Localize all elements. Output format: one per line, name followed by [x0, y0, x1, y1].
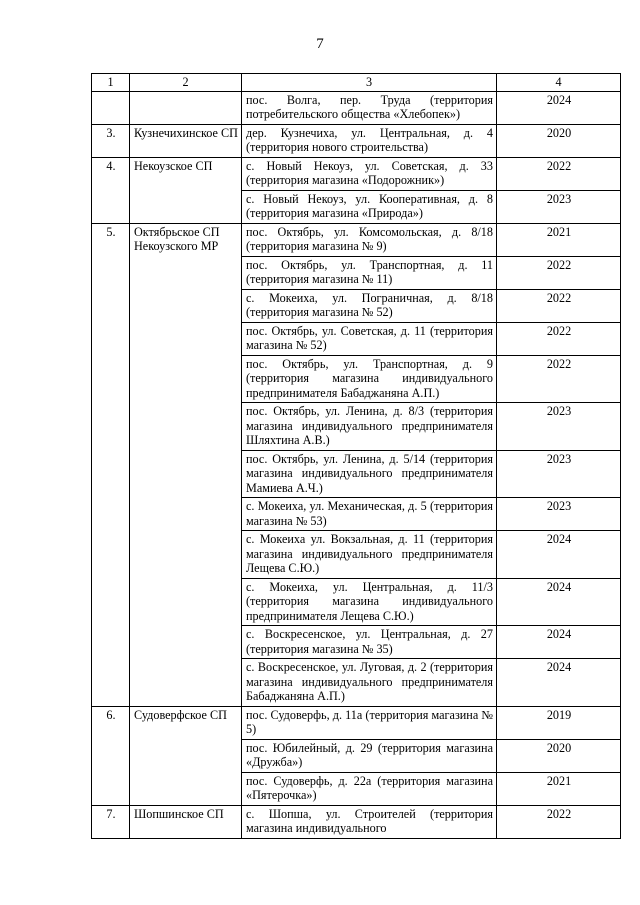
- address-cell: пос. Октябрь, ул. Советская, д. 11 (территория магазина № 52): [242, 322, 497, 355]
- settlement-cell: Шопшинское СП: [130, 805, 242, 838]
- settlement-cell: Некоузское СП: [130, 157, 242, 223]
- year-cell: 2024: [497, 531, 621, 579]
- address-cell: пос. Волга, пер. Труда (территория потребительского общества «Хлебопек»): [242, 91, 497, 124]
- settlement-cell: [130, 91, 242, 124]
- table-row: [92, 124, 621, 157]
- address-cell: с. Шопша, ул. Строителей (территория магазина индивидуального: [242, 805, 497, 838]
- page-number: 7: [316, 36, 324, 52]
- address-cell: с. Новый Некоуз, ул. Советская, д. 33 (территория магазина «Подорожник»): [242, 157, 497, 190]
- address-cell: пос. Юбилейный, д. 29 (территория магазина «Дружба»): [242, 739, 497, 772]
- locations-table: [91, 73, 621, 839]
- address-cell: с. Новый Некоуз, ул. Кооперативная, д. 8 (территория магазина «Природа»): [242, 190, 497, 223]
- year-cell: 2021: [497, 223, 621, 256]
- address-cell: пос. Октябрь, ул. Ленина, д. 8/3 (территория магазина индивидуального предпринимателя Шляхтина А.В.): [242, 403, 497, 451]
- row-number-cell: 3.: [92, 124, 130, 157]
- year-cell: 2022: [497, 289, 621, 322]
- row-number-cell: 6.: [92, 706, 130, 805]
- year-cell: 2024: [497, 626, 621, 659]
- address-cell: пос. Октябрь, ул. Ленина, д. 5/14 (территория магазина индивидуального предпринимателя Мамиева А.Ч.): [242, 450, 497, 498]
- address-cell: дер. Кузнечиха, ул. Центральная, д. 4 (территория нового строительства): [242, 124, 497, 157]
- year-cell: 2024: [497, 659, 621, 707]
- address-cell: пос. Октябрь, ул. Транспортная, д. 11 (территория магазина № 11): [242, 256, 497, 289]
- table-row: [92, 91, 621, 124]
- year-cell: 2020: [497, 124, 621, 157]
- year-cell: 2023: [497, 450, 621, 498]
- address-cell: с. Воскресенское, ул. Центральная, д. 27 (территория магазина № 35): [242, 626, 497, 659]
- year-cell: 2024: [497, 578, 621, 626]
- address-cell: пос. Октябрь, ул. Транспортная, д. 9 (территория магазина индивидуального предпринимателя Бабаджаняна А.П.): [242, 355, 497, 403]
- address-cell: с. Мокеиха, ул. Механическая, д. 5 (территория магазина № 53): [242, 498, 497, 531]
- row-number-cell: 7.: [92, 805, 130, 838]
- table-row: [92, 805, 621, 838]
- column-header: 4: [497, 74, 621, 92]
- year-cell: 2023: [497, 190, 621, 223]
- year-cell: 2021: [497, 772, 621, 805]
- column-header: 2: [130, 74, 242, 92]
- table-row: [92, 157, 621, 190]
- row-number-cell: 5.: [92, 223, 130, 706]
- table-row: [92, 706, 621, 739]
- table-row: [92, 223, 621, 256]
- year-cell: 2022: [497, 157, 621, 190]
- settlement-cell: Кузнечихинское СП: [130, 124, 242, 157]
- address-cell: пос. Судоверфь, д. 11а (территория магазина № 5): [242, 706, 497, 739]
- address-cell: пос. Судоверфь, д. 22а (территория магазина «Пятерочка»): [242, 772, 497, 805]
- settlement-cell: Октябрьское СП Некоузского МР: [130, 223, 242, 706]
- address-cell: с. Воскресенское, ул. Луговая, д. 2 (территория магазина индивидуального предпринимателя Бабаджаняна А.П.): [242, 659, 497, 707]
- year-cell: 2022: [497, 355, 621, 403]
- year-cell: 2022: [497, 805, 621, 838]
- year-cell: 2022: [497, 322, 621, 355]
- address-cell: пос. Октябрь, ул. Комсомольская, д. 8/18 (территория магазина № 9): [242, 223, 497, 256]
- column-header: 3: [242, 74, 497, 92]
- address-cell: с. Мокеиха, ул. Центральная, д. 11/3 (территория магазина индивидуального предпринимателя Лещева С.Ю.): [242, 578, 497, 626]
- year-cell: 2020: [497, 739, 621, 772]
- address-cell: с. Мокеиха, ул. Пограничная, д. 8/18 (территория магазина № 52): [242, 289, 497, 322]
- settlement-cell: Судоверфское СП: [130, 706, 242, 805]
- year-cell: 2024: [497, 91, 621, 124]
- header-row: [92, 74, 621, 92]
- address-cell: с. Мокеиха ул. Вокзальная, д. 11 (территория магазина индивидуального предпринимателя Лещева С.Ю.): [242, 531, 497, 579]
- year-cell: 2022: [497, 256, 621, 289]
- row-number-cell: [92, 91, 130, 124]
- year-cell: 2019: [497, 706, 621, 739]
- row-number-cell: 4.: [92, 157, 130, 223]
- year-cell: 2023: [497, 498, 621, 531]
- year-cell: 2023: [497, 403, 621, 451]
- column-header: 1: [92, 74, 130, 92]
